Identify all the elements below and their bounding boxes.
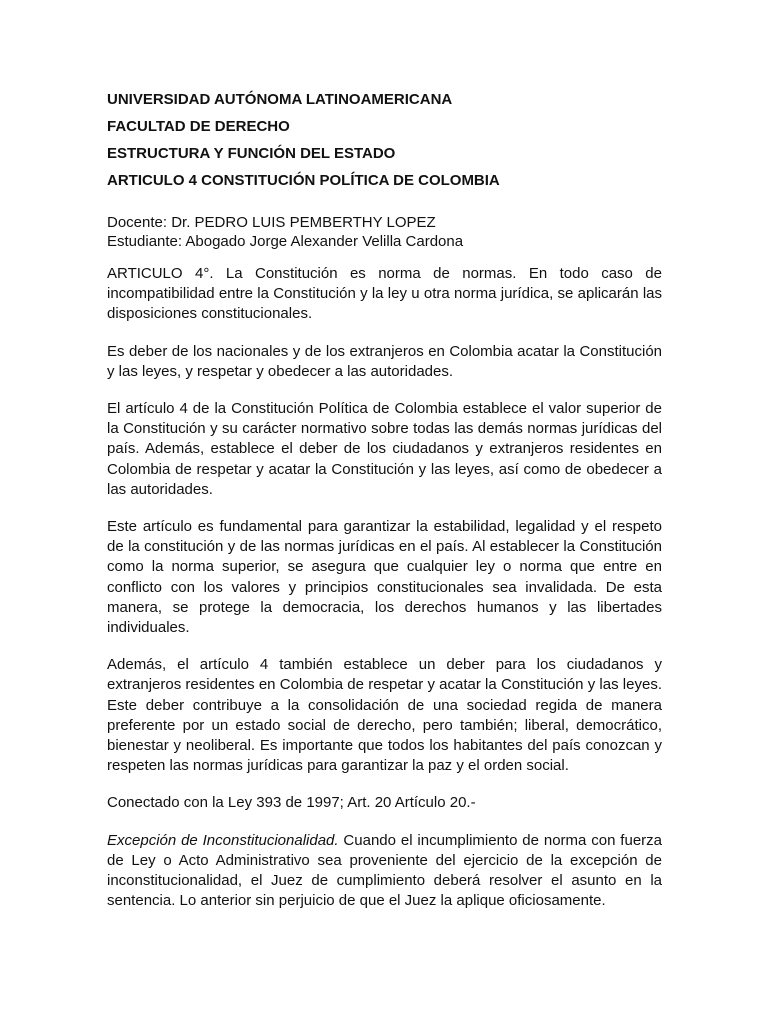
heading-university: UNIVERSIDAD AUTÓNOMA LATINOAMERICANA — [107, 91, 453, 108]
heading-course: ESTRUCTURA Y FUNCIÓN DEL ESTADO — [107, 145, 396, 162]
document-body — [107, 90, 662, 928]
heading-faculty: FACULTAD DE DERECHO — [107, 118, 290, 135]
heading-title: ARTICULO 4 CONSTITUCIÓN POLÍTICA DE COLOMBIA — [107, 172, 500, 189]
estudiante-line: Estudiante: Abogado Jorge Alexander Velilla Cardona — [107, 233, 464, 250]
paragraph-law-reference: Conectado con la Ley 393 de 1997; Art. 20 Artículo 20.- — [107, 794, 476, 812]
paragraph-exception — [107, 831, 662, 912]
paragraph-analysis-1: El artículo 4 de la Constitución Política de Colombia establece el valor superior de la Constitución y su carácter normativo sobre todas las demás normas jurídicas del país. Además, establece el deber de los ciudadanos y extranjeros residentes en Colombia de respetar y acatar la Constitución y las leyes, así como de obedecer a las autoridades. — [107, 400, 662, 498]
paragraph-analysis-2: Este artículo es fundamental para garantizar la estabilidad, legalidad y el respeto de la constitución y de las normas jurídicas en el país. Al establecer la Constitución como la norma superior, se asegura que cualquier ley o norma que entre en conflicto con los valores y principios constitucionales sea invalidada. De esta manera, se protege la democracia, los derechos humanos y las libertades individuales. — [107, 518, 662, 637]
paragraph-article-text: ARTICULO 4°. La Constitución es norma de normas. En todo caso de incompatibilidad entre la Constitución y la ley u otra norma jurídica, se aplicarán las disposiciones constitucionales. — [107, 265, 662, 323]
paragraph-analysis-3: Además, el artículo 4 también establece un deber para los ciudadanos y extranjeros residentes en Colombia de respetar y acatar la Constitución y las leyes. Este deber contribuye a la consolidación de una sociedad regida de manera preferente por un estado social de derecho, pero también; liberal, democrático, bienestar y neoliberal. Es importante que todos los habitantes del país conozcan y respeten las normas jurídicas para garantizar la paz y el orden social. — [107, 656, 662, 775]
paragraph-duty-text: Es deber de los nacionales y de los extranjeros en Colombia acatar la Constitución y las leyes, y respetar y obedecer a las autoridades. — [107, 342, 662, 380]
exception-text: Cuando el incumplimiento de norma con fuerza de Ley o Acto Administrativo sea proveniente del ejercicio de la excepción de inconstitucionalidad, el Juez de cumplimiento deberá resolver el asunto en la sentencia. Lo anterior sin perjuicio de que el Juez la aplique oficiosamente. — [107, 831, 662, 910]
exception-italic-lead: Excepción de Inconstitucionalidad. — [107, 831, 339, 849]
docente-line: Docente: Dr. PEDRO LUIS PEMBERTHY LOPEZ — [107, 214, 436, 231]
